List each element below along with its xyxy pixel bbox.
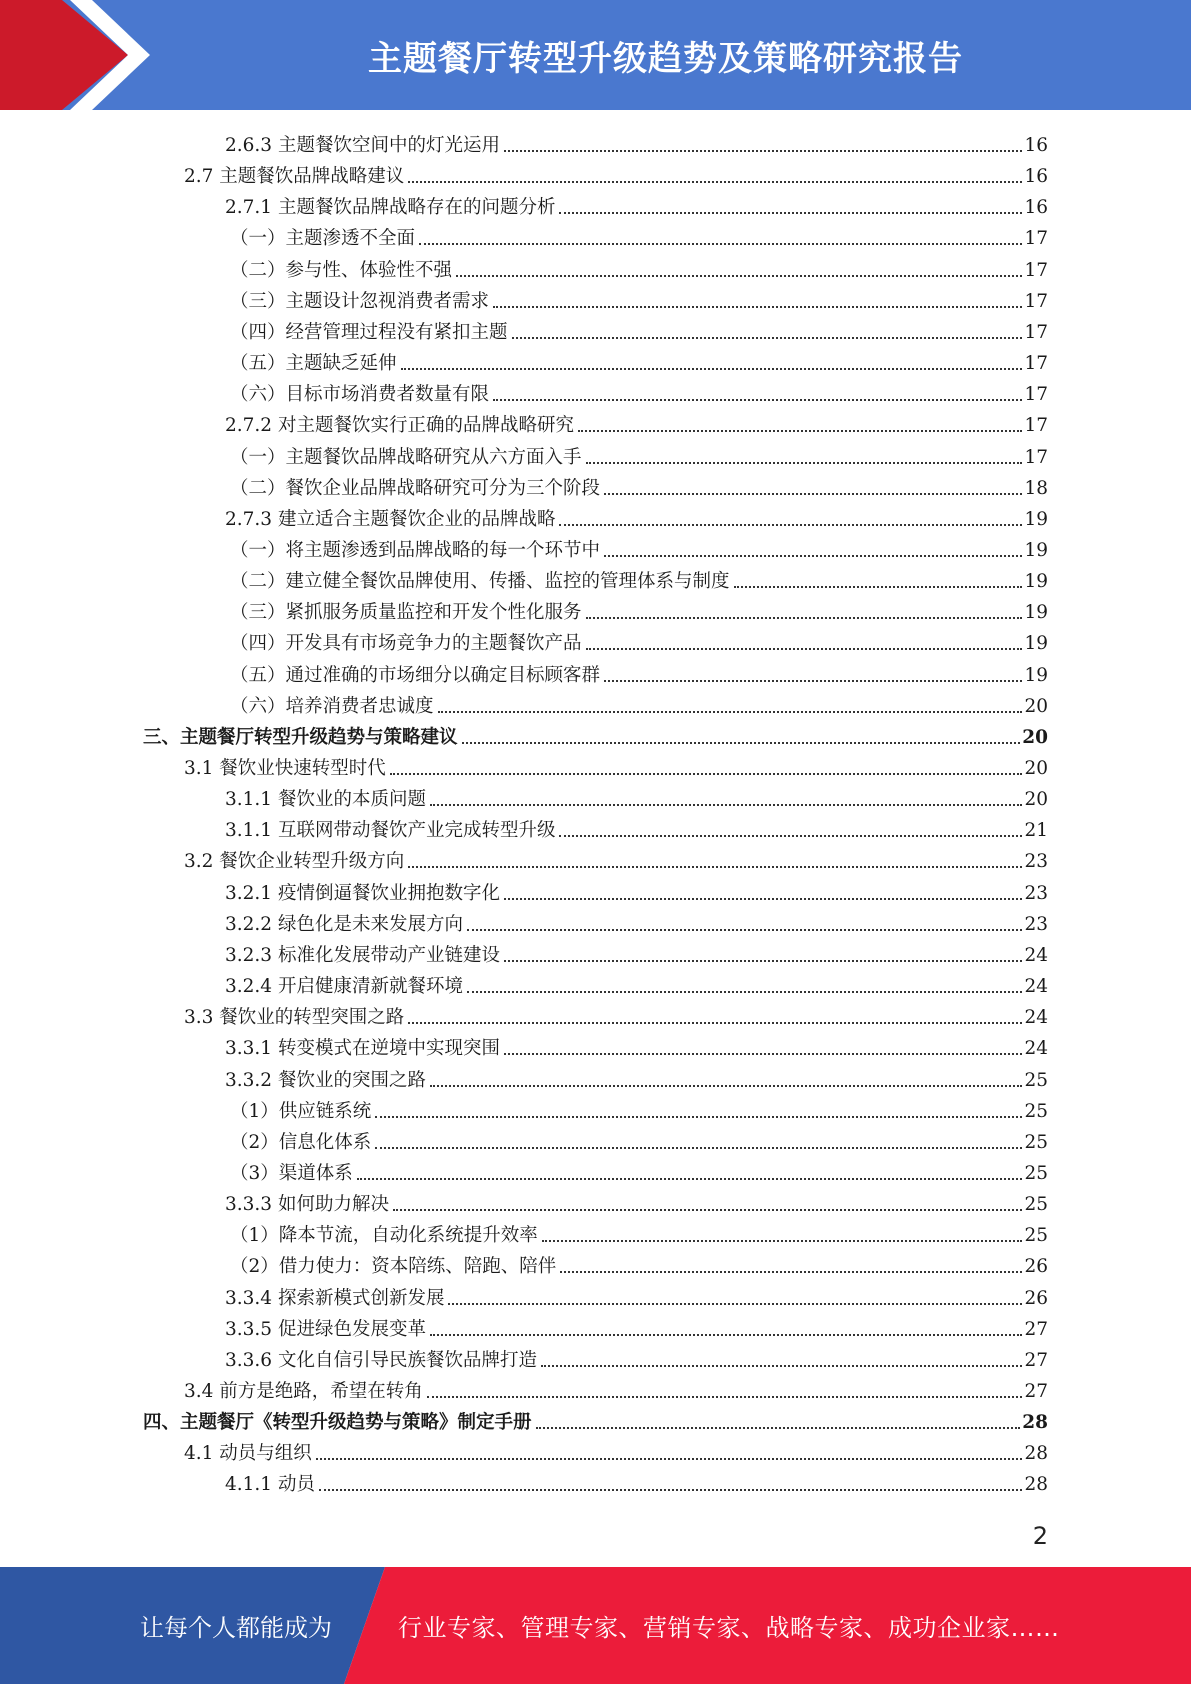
toc-entry[interactable] [230, 1123, 1048, 1154]
toc-entry-page: 23 [1024, 883, 1048, 904]
toc-entry-page: 23 [1024, 851, 1048, 872]
toc-entry-page: 19 [1024, 665, 1048, 686]
toc-dot-leader [357, 1178, 1023, 1180]
toc-entry[interactable] [184, 749, 1048, 780]
toc-entry-page: 24 [1024, 1007, 1048, 1028]
toc-entry-label: （二）参与性、体验性不强 [230, 260, 453, 281]
toc-entry[interactable] [184, 998, 1048, 1029]
toc-dot-leader [512, 337, 1023, 339]
toc-entry-label: 2.7.3 建立适合主题餐饮企业的品牌战略 [225, 509, 556, 530]
toc-dot-leader [319, 1489, 1023, 1491]
toc-entry[interactable] [230, 624, 1048, 655]
toc-entry[interactable] [230, 531, 1048, 562]
toc-entry-page: 17 [1024, 228, 1048, 249]
toc-entry[interactable] [230, 219, 1048, 250]
toc-dot-leader [542, 1240, 1023, 1242]
toc-entry-label: 3.2.4 开启健康清新就餐环境 [225, 976, 463, 997]
toc-entry[interactable] [225, 780, 1048, 811]
toc-entry[interactable] [184, 842, 1048, 873]
toc-entry-label: 3.4 前方是绝路，希望在转角 [184, 1381, 423, 1402]
toc-dot-leader [560, 1271, 1022, 1273]
toc-entry[interactable] [143, 1403, 1048, 1434]
toc-dot-leader [559, 212, 1022, 214]
toc-entry[interactable] [225, 1029, 1048, 1060]
toc-entry-page: 17 [1024, 291, 1048, 312]
toc-entry-label: 3.3.4 探索新模式创新发展 [225, 1288, 445, 1309]
toc-entry-page: 17 [1024, 260, 1048, 281]
toc-entry-label: （三）紧抓服务质量监控和开发个性化服务 [230, 602, 582, 623]
toc-entry-label: 3.3.2 餐饮业的突围之路 [225, 1070, 426, 1091]
toc-dot-leader [536, 1427, 1021, 1429]
toc-entry-page: 19 [1024, 540, 1048, 561]
toc-entry-page: 20 [1022, 727, 1048, 748]
toc-dot-leader [375, 1147, 1022, 1149]
toc-entry[interactable] [230, 344, 1048, 375]
toc-entry-page: 27 [1024, 1350, 1048, 1371]
toc-entry-label: 3.2.1 疫情倒逼餐饮业拥抱数字化 [225, 883, 500, 904]
toc-entry-page: 17 [1024, 415, 1048, 436]
toc-entry-label: （2）借力使力：资本陪练、陪跑、陪伴 [230, 1256, 557, 1277]
toc-entry-label: （2）信息化体系 [230, 1132, 372, 1153]
toc-entry-label: 3.3 餐饮业的转型突围之路 [184, 1007, 405, 1028]
toc-entry-page: 21 [1024, 820, 1048, 841]
toc-entry-label: （一）将主题渗透到品牌战略的每一个环节中 [230, 540, 601, 561]
toc-entry[interactable] [225, 936, 1048, 967]
toc-entry-label: 3.3.1 转变模式在逆境中实现突围 [225, 1038, 500, 1059]
toc-dot-leader [559, 835, 1022, 837]
toc-dot-leader [504, 1053, 1022, 1055]
toc-entry-label: （六）培养消费者忠诚度 [230, 696, 434, 717]
toc-dot-leader [316, 1458, 1023, 1460]
toc-entry-label: 四、主题餐厅《转型升级趋势与策略》制定手册 [143, 1412, 532, 1433]
toc-entry-page: 17 [1024, 322, 1048, 343]
toc-dot-leader [578, 430, 1022, 432]
footer-slogan-left: 让每个人都能成为 [140, 1614, 332, 1642]
toc-entry-label: 2.7.1 主题餐饮品牌战略存在的问题分析 [225, 197, 556, 218]
toc-entry-page: 20 [1024, 696, 1048, 717]
toc-dot-leader [375, 1116, 1022, 1118]
toc-entry[interactable] [225, 874, 1048, 905]
toc-entry-page: 27 [1024, 1319, 1048, 1340]
toc-entry-page: 25 [1024, 1225, 1048, 1246]
toc-entry-page: 17 [1024, 384, 1048, 405]
toc-entry-page: 25 [1024, 1132, 1048, 1153]
toc-dot-leader [456, 275, 1022, 277]
toc-entry-page: 19 [1024, 571, 1048, 592]
toc-entry-page: 17 [1024, 447, 1048, 468]
toc-entry-page: 24 [1024, 976, 1048, 997]
toc-entry[interactable] [225, 1465, 1048, 1496]
toc-entry-label: 3.1.1 餐饮业的本质问题 [225, 789, 426, 810]
toc-entry-page: 27 [1024, 1381, 1048, 1402]
toc-entry[interactable] [225, 1310, 1048, 1341]
toc-dot-leader [504, 960, 1022, 962]
toc-entry[interactable] [225, 1341, 1048, 1372]
toc-entry-label: 2.6.3 主题餐饮空间中的灯光运用 [225, 135, 500, 156]
toc-entry-page: 24 [1024, 1038, 1048, 1059]
toc-dot-leader [493, 399, 1022, 401]
toc-entry[interactable] [225, 811, 1048, 842]
toc-entry-label: 3.2 餐饮企业转型升级方向 [184, 851, 405, 872]
toc-entry-label: （二）建立健全餐饮品牌使用、传播、监控的管理体系与制度 [230, 571, 730, 592]
toc-entry-page: 24 [1024, 945, 1048, 966]
toc-dot-leader [467, 991, 1022, 993]
toc-entry-page: 18 [1024, 478, 1048, 499]
toc-dot-leader [604, 493, 1022, 495]
toc-entry-label: 2.7.2 对主题餐饮实行正确的品牌战略研究 [225, 415, 574, 436]
toc-entry-label: （三）主题设计忽视消费者需求 [230, 291, 490, 312]
toc-entry[interactable] [143, 718, 1048, 749]
toc-entry[interactable] [225, 967, 1048, 998]
toc-dot-leader [430, 804, 1022, 806]
toc-entry-page: 25 [1024, 1070, 1048, 1091]
toc-entry-label: （一）主题渗透不全面 [230, 228, 416, 249]
toc-entry[interactable] [230, 593, 1048, 624]
toc-entry[interactable] [225, 905, 1048, 936]
toc-dot-leader [586, 648, 1023, 650]
toc-entry[interactable] [230, 438, 1048, 469]
toc-dot-leader [586, 617, 1023, 619]
toc-entry[interactable] [225, 406, 1048, 437]
toc-entry[interactable] [184, 157, 1048, 188]
toc-dot-leader [604, 555, 1022, 557]
toc-entry[interactable] [230, 313, 1048, 344]
report-title: 主题餐厅转型升级趋势及策略研究报告 [368, 38, 963, 79]
toc-entry-page: 16 [1024, 197, 1048, 218]
toc-entry-label: 3.3.5 促进绿色发展变革 [225, 1319, 426, 1340]
toc-entry-page: 19 [1024, 509, 1048, 530]
toc-entry[interactable] [230, 562, 1048, 593]
toc-entry[interactable] [225, 1061, 1048, 1092]
toc-entry-page: 20 [1024, 789, 1048, 810]
toc-dot-leader [462, 742, 1021, 744]
toc-dot-leader [467, 929, 1022, 931]
toc-entry-page: 25 [1024, 1194, 1048, 1215]
toc-entry[interactable] [230, 1216, 1048, 1247]
toc-entry[interactable] [230, 1154, 1048, 1185]
toc-entry[interactable] [230, 1092, 1048, 1123]
toc-entry-page: 17 [1024, 353, 1048, 374]
footer-banner [0, 1567, 1191, 1684]
toc-entry-label: （四）开发具有市场竞争力的主题餐饮产品 [230, 633, 582, 654]
toc-entry-label: （一）主题餐饮品牌战略研究从六方面入手 [230, 447, 582, 468]
toc-entry-label: （五）主题缺乏延伸 [230, 353, 397, 374]
toc-dot-leader [390, 773, 1023, 775]
toc-entry[interactable] [230, 1247, 1048, 1278]
toc-entry-label: 4.1.1 动员 [225, 1474, 315, 1495]
toc-entry-label: （二）餐饮企业品牌战略研究可分为三个阶段 [230, 478, 601, 499]
header-banner [0, 0, 1191, 110]
toc-entry-label: 3.1.1 互联网带动餐饮产业完成转型升级 [225, 820, 556, 841]
toc-dot-leader [408, 181, 1022, 183]
toc-entry[interactable] [225, 188, 1048, 219]
toc-entry[interactable] [225, 1185, 1048, 1216]
toc-entry-page: 25 [1024, 1101, 1048, 1122]
toc-entry-label: 3.1 餐饮业快速转型时代 [184, 758, 386, 779]
toc-dot-leader [408, 866, 1022, 868]
toc-entry-label: 2.7 主题餐饮品牌战略建议 [184, 166, 405, 187]
toc-entry-label: （五）通过准确的市场细分以确定目标顾客群 [230, 665, 601, 686]
toc-dot-leader [504, 898, 1022, 900]
toc-entry[interactable] [230, 469, 1048, 500]
toc-entry[interactable] [225, 500, 1048, 531]
toc-dot-leader [448, 1303, 1022, 1305]
toc-entry-page: 26 [1024, 1288, 1048, 1309]
toc-entry[interactable] [230, 687, 1048, 718]
toc-dot-leader [430, 1334, 1022, 1336]
toc-dot-leader [493, 306, 1022, 308]
toc-entry-label: （3）渠道体系 [230, 1163, 353, 1184]
toc-entry[interactable] [184, 1372, 1048, 1403]
toc-entry-label: 3.2.3 标准化发展带动产业链建设 [225, 945, 500, 966]
page-number: 2 [1032, 1522, 1048, 1550]
toc-entry-label: 三、主题餐厅转型升级趋势与策略建议 [143, 727, 458, 748]
toc-entry-label: 4.1 动员与组织 [184, 1443, 312, 1464]
toc-dot-leader [393, 1209, 1022, 1211]
toc-entry-label: （1）降本节流，自动化系统提升效率 [230, 1225, 538, 1246]
toc-entry[interactable] [230, 656, 1048, 687]
toc-entry-label: （六）目标市场消费者数量有限 [230, 384, 490, 405]
toc-entry-page: 23 [1024, 914, 1048, 935]
toc-dot-leader [604, 680, 1022, 682]
toc-entry-label: 3.3.3 如何助力解决 [225, 1194, 389, 1215]
toc-entry[interactable] [225, 1279, 1048, 1310]
toc-entry[interactable] [184, 1434, 1048, 1465]
toc-entry[interactable] [230, 375, 1048, 406]
toc-dot-leader [430, 1085, 1022, 1087]
toc-entry-page: 28 [1024, 1474, 1048, 1495]
toc-entry-page: 19 [1024, 633, 1048, 654]
toc-entry-page: 25 [1024, 1163, 1048, 1184]
toc-dot-leader [504, 150, 1022, 152]
toc-dot-leader [734, 586, 1023, 588]
toc-entry-page: 19 [1024, 602, 1048, 623]
toc-entry-page: 16 [1024, 166, 1048, 187]
toc-entry-label: （四）经营管理过程没有紧扣主题 [230, 322, 508, 343]
toc-dot-leader [541, 1365, 1022, 1367]
toc-dot-leader [586, 462, 1023, 464]
toc-entry-page: 20 [1024, 758, 1048, 779]
toc-dot-leader [427, 1396, 1023, 1398]
toc-entry[interactable] [230, 251, 1048, 282]
toc-entry[interactable] [230, 282, 1048, 313]
toc-dot-leader [559, 524, 1022, 526]
toc-entry-page: 28 [1024, 1443, 1048, 1464]
toc-dot-leader [438, 711, 1023, 713]
toc-entry[interactable] [225, 126, 1048, 157]
toc-dot-leader [419, 243, 1022, 245]
toc-entry-page: 26 [1024, 1256, 1048, 1277]
toc-entry-page: 16 [1024, 135, 1048, 156]
toc-dot-leader [401, 368, 1023, 370]
toc-entry-label: 3.2.2 绿色化是未来发展方向 [225, 914, 463, 935]
toc-entry-label: （1）供应链系统 [230, 1101, 372, 1122]
toc-entry-label: 3.3.6 文化自信引导民族餐饮品牌打造 [225, 1350, 537, 1371]
toc-dot-leader [408, 1022, 1022, 1024]
toc-entry-page: 28 [1022, 1412, 1048, 1433]
footer-slogan-right: 行业专家、管理专家、营销专家、战略专家、成功企业家…… [398, 1614, 1060, 1642]
